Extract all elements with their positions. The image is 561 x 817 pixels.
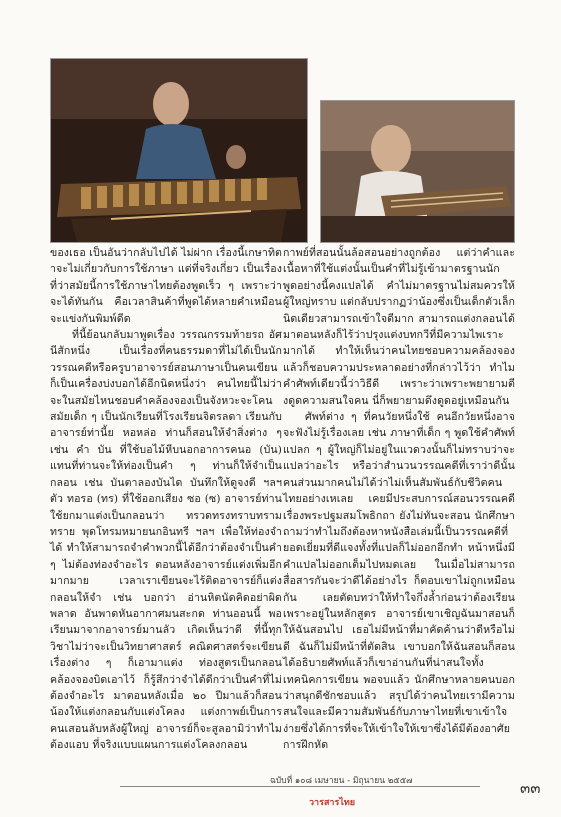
paragraph: ศัพท์ต่าง ๆ ที่คนวัยหนึ่งใช้ คนอีกวัยหนึ่งอาจจะฟังไม่รู้เรื่องเลย เช่น ภาษาที่เด็ก ๆ พูดใช้คำศัพท์แปลก ๆ ผู้ใหญ่ก็ไม่อยู่ในแวดวงนั้นก็ไม่ทราบว่าจะแปลว่าอะไร หรือว่าสำนวนวรรณคดีที่เราว่าดีนั้น คนส่วนมากคนไม่ได้ว่าไม่เห็นสัมพันธ์กับชีวิตคนไทยอย่างเหเลย เคยมีประสบการณ์สอนวรรณคดีเรื่องพระปฐมสมโพธิกถา ยังไม่ทันจะสอน นักศึกษาถามว่าทำไมถึงต้องหาหนังสือเล่มนี้เป็นวรรณคดีที่ยอดเยี่ยมที่ดีแจงทั้งที่แปลก็ไม่ออกอีกทำ หน้าหนึ่งมีคำแปลไม่ออกเต็มไปหมดเลย ในเมื่อไม่สามารถสื่อสารกันจะว่าดีได้อย่างไร ก็ตอบเขาไม่ถูกเหมือนกัน เลยตัดบทว่าให้ทำใจกึ่งล้ำก่อนว่าต้องเรียนเพราะอยู่ในหลักสูตร อาจารย์เขาเชิญฉันมาสอนก็ให้ฉันสอนไป เธอไม่มีหน้าที่มาคัดค้านว่าดีหรือไม่ดี ฉันก็ไม่มีหน้าที่ตัดสิน เขาบอกให้ฉันสอนก็สอน ได้อธิบายศัพท์แล้วก็เขาอ่านกันที่น่าสนใจทั้งเทคนิคการเขียน พอจบแล้ว นักศึกษาหลายคนบอกว่าสนุกดีชักชอบแล้ว สรุปได้ว่าคนไทยเรามีความสนใจและมีความสัมพันธ์กับภาษาไทยที่เขาเข้าใจง่ายซึ่งได้การที่จะให้เข้าใจให้เขาซึ่งได้มีต้องอาศัยการฝึกหัด [283, 411, 515, 752]
photo-musician-instrument-illustration [321, 101, 514, 242]
journal-logo: วารสารไทย [309, 798, 356, 808]
photo-musician-xylophone-illustration [51, 59, 307, 242]
paragraph: ของเธอ เป็นอันว่ากลับไปได้ ไม่ผ่าก เรื่องนี้เกษาทิตาจะไม่เกี่ยวกับการใช้ภาษา แต่ที่จริงเกี่ยว เป็นเรื่องที่ว่าสมัยนี้การใช้ภาษาไทยต้องพูดเร็ว ๆ เพราะว่าจะได้ทันกัน คือเวลาสินค้าที่พูดได้หลายคำเหมือนจะแข่งกันพิมพ์ดีด [50, 247, 283, 325]
paragraph: ที่นี้ย้อนกลับมาพูดเรื่อง วรรณกรรมท้ายรถ อัศนีสักหนึ่ง เป็นเรื่องที่คนธรรมดาที่ไม่ได้เป็นนักวรรณคดีหรือครูบาอาจารย์สอนภาษาเป็นคนเขียนก็เป็นเครื่องบ่งบอกได้อีกนิดหนึ่งว่า คนไทยนี้ไม่ว่าจะในสมัยไหนชอบคำคล้องจองเป็นจังหวะจะโคน สมัยเด็ก ๆ เป็นนักเรียนที่โรงเรียนจิตรลดา เรียนกับอาจารย์ท่านี้ย หอหล่อ ท่านก็สอนให้จำสิ่งต่าง ๆ เช่น คำ บัน ที่ใช้บอไม้หีบนอกอาการคนอ (บัน) แทนที่ท่านจะให้ท่องเป็นคำ ๆ ท่านก็ให้จำเป็นกลอน เช่น บันตาลองบันได บันทึกให้ดูจงดี ฯลฯ ตัว ทอรอ (ทร) ที่ใช้ออกเสียง ซอ (ซ) อาจารย์ท่านใช้ยกมาแต่งเป็นกลอนว่า ทรวดทรงทราบทรามทราย พุดโทรมหมายนกอินทรี ฯลฯ เพื่อให้ท่องจำได้ ทำให้สามารถจำคำพวกนี้ได้อีกว่าต้องจำเป็นคำ ๆ ไม่ต้องท่องจำอะไร ตอนหลังอาจารย์แต่งเพิ่มอีกมากมาย เวลาเราเขียนจะไร้ติดอาจารย์ก็แต่งกลอนให้จำ เช่น บอกว่า อ่านหิตนัดคิดอย่าผิดพลาด อันพาดหันอากาศมนสะกด ท่านออนนี้ พอเรียนมาจากอาจารย์มานลัว เกิดเห็นว่าดี ที่นี้ทุกวิชาไม่ว่าจะเป็นวิทยาศาสตร์ คณิตศาสตร์จะเขียนเรื่องต่าง ๆ ก็เอามาแต่ง ท่องสูตรเป็นกลอนคล้องจองบิดเอาไว้ ก็รู้สึกว่าจำได้ดีกว่าเป็นคำที่ไม่ต้องจำอะไร มาตอนหลังเมื่อ ๒๐ ปีมาแล้วก็สอนน้องให้แต่งกลอนกับแต่งโคลง แต่งกาพย์เป็นการคนเสอนลับหลังผู้ใหญ่ อาจารย์ก็จะสูลอามิว่าทำไมต้องแอบ ที่จริงแบบแผนการแต่งโคลงกลอน [50, 329, 282, 752]
paragraph: กาพย์ที่สอนนั้นล้อสอนอย่างถูกต้อง แต่ว่าคำและเนื้อหาที่ใช้แต่งนั้นเป็นคำที่ไม่รู้เข้ามาตรฐานนัก พูดอย่างนี้คงแปลได้ คำไม่มาตรฐานไม่สมควรให้ผู้ใหญ่ทราบ แต่กลับปรากฏว่าน้องซึ่งเป็นเด็กตัวเล็กนิดเดียวสามารถเข้าใจดีมาก สามารถแต่งกลอนได้ มาตอนหลังก็ไร้ว่าปรุงแต่งบทกวีที่มีความไพเราะมากได้ ทำให้เห็นว่าคนไทยชอบความคล้องจอง แล้วก็ชอบความประหลาดอย่างที่กล่าวไว้ว่า ทำไมคำศัพท์เดียวนี้ว่าวิธีดี เพราะว่าเพราะพยายามตีงดูดความสนใจคน นี่ก็พยายามดึงดูดอยู่เหมือนกัน [283, 247, 515, 407]
page-number: ๓๓ [520, 779, 541, 797]
article-column-right [283, 245, 515, 754]
article-column-left [50, 245, 282, 754]
photo-musician-xylophone [50, 58, 308, 243]
photo-musician-instrument [320, 100, 515, 243]
issue-info: ฉบับที่ ๑๐๘ เมษายน - มิถุนายน ๒๕๕๗ [270, 776, 413, 786]
